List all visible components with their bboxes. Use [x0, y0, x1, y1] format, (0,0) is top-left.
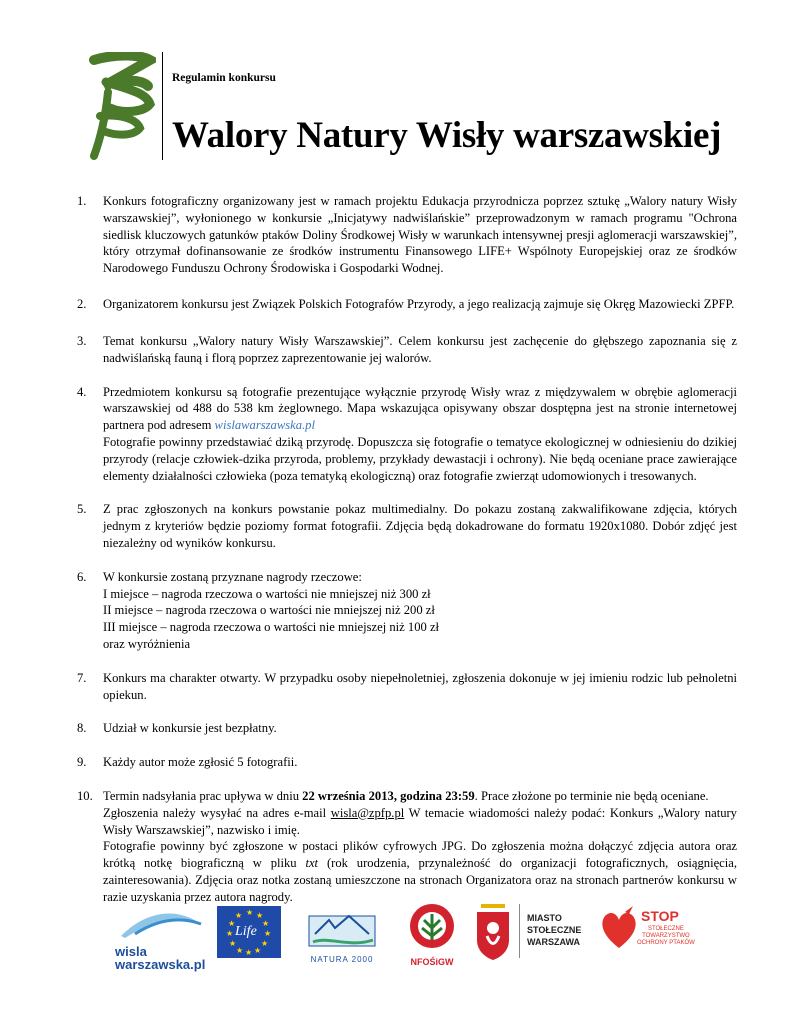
eu-life-logo — [217, 906, 281, 958]
document-subtitle: Regulamin konkursu — [172, 72, 276, 84]
warsaw-coat-icon — [471, 902, 515, 962]
rule-number: 5. — [77, 502, 87, 517]
svg-text:★: ★ — [261, 939, 269, 948]
prize-line: oraz wyróżnienia — [103, 636, 191, 651]
miasto-line: MIASTO — [527, 913, 562, 923]
svg-text:★: ★ — [246, 908, 254, 917]
svg-text:★: ★ — [262, 919, 270, 928]
rule-text: Temat konkursu „Walory natury Wisły Warszawskiej”. Celem konkursu jest zachęcenie do głębszego zapoznania się z nadwiślańską fauną i florą poprzez zaprezentowanie jej walorów. — [103, 333, 737, 365]
svg-text:★: ★ — [228, 919, 236, 928]
warszawa-logo — [471, 902, 587, 966]
prize-line: II miejsce – nagroda rzeczowa o wartości nie mniejszej niż 200 zł — [103, 603, 435, 618]
partner-link[interactable]: wislawarszawska.pl — [214, 418, 315, 433]
rule-number: 3. — [77, 333, 87, 348]
life-text: Life — [235, 924, 257, 939]
prize-line: III miejsce – nagroda rzeczowa o wartości nie mniejszej niż 100 zł — [103, 620, 440, 635]
stop-text: STOP — [641, 908, 679, 924]
rule-9 — [77, 754, 737, 771]
rule-number: 2. — [77, 296, 87, 311]
rule-text-cont: Fotografie powinny przedstawiać dziką przyrodę. Dopuszcza się fotografie o tematyce ekologicznej w odniesieniu do dzikiej przyrody (relacje człowiek-dzika przyroda, problemy, przykłady dewastacji i ochrony). Nie będą oceniane prace zawierające elementy działalności człowieka (poza tematyką ekologiczną) oraz fotografie zwierząt udomowionych i tresowanych. — [103, 434, 737, 483]
svg-text:★: ★ — [229, 939, 237, 948]
wave-icon — [115, 906, 207, 940]
rule-text: Konkurs ma charakter otwarty. W przypadku osoby niepełnoletniej, zgłoszenia dokonuje w jej imieniu rodzic lub pełnoletni opiekun. — [103, 670, 737, 702]
natura-text: NATURA 2000 — [310, 955, 374, 964]
rule-text: (rok urodzenia, przynależność do organizacji fotograficznych, osiągnięcia, zainteresowania). Zdjęcia oraz notka zostaną umieszczone na stronach Organizatora oraz na stronach partnerów konkursu w razie uzyskania przez autora nagrody. — [103, 856, 737, 904]
rule-number: 7. — [77, 670, 87, 685]
rule-10 — [77, 788, 737, 906]
rule-1 — [77, 193, 737, 277]
document-title: Walory Natury Wisły warszawskiej — [172, 115, 722, 156]
rule-text: Konkurs fotograficzny organizowany jest w ramach projektu Edukacja przyrodnicza poprzez sztukę „Walory natury Wisły warszawskiej”, wyłonionego w konkursie „Inicjatywy nadwiślańskie” przeprowadzonym w ramach programu "Ochrona siedlisk kluczowych gatunków ptaków Doliny Środkowej Wisły w warunkach intensywnej presji aglomeracji warszawskiej”, który otrzymał dofinansowanie ze środków instrumentu Finansowego LIFE+ Wspólnoty Europejskiej oraz ze środków Narodowego Funduszu Ochrony Środowiska i Gospodarki Wodnej. — [103, 194, 737, 276]
svg-text:★: ★ — [256, 911, 264, 920]
warszawa-line: WARSZAWA — [527, 937, 580, 947]
stoleczne-line: STOŁECZNE — [527, 925, 582, 935]
rule-text: W temacie wiadomości należy podać: Konkurs „Walory natury Wisły Warszawskiej”, nazwisko i imię. — [103, 805, 737, 837]
rule-text: Każdy autor może zgłosić 5 fotografii. — [103, 755, 298, 770]
rule-text: Przedmiotem konkursu są fotografie prezentujące wyłącznie przyrodę Wisły wraz z międzywalem w obrębie aglomeracji warszawskiej od 488 do 538 km żeglownego. Mapa wskazująca opisywany obszar dosptępna jest na stronie internetowej partnera pod adresem — [103, 384, 737, 433]
rule-text: Udział w konkursie jest bezpłatny. — [103, 721, 277, 736]
rule-text: Z prac zgłoszonych na konkurs powstanie pokaz multimedialny. Do pokazu zostaną zakwalifikowane zdjęcia, których jednym z kryteriów będzie poziomy format fotografii. Zdjęcia będą dokadrowane do formatu 1920x1080. Dobór zdjęć jest niezależny od wyników konkursu. — [103, 502, 737, 550]
prize-line: W konkursie zostaną przyznane nagrody rzeczowe: — [103, 569, 362, 584]
rule-4 — [77, 384, 737, 485]
rule-number: 1. — [77, 194, 87, 208]
header-divider — [162, 52, 163, 160]
email-link[interactable]: wisla@zpfp.pl — [330, 805, 405, 820]
warszawska-text: warszawska.pl — [115, 957, 206, 972]
nfosigw-emblem-icon — [405, 902, 459, 952]
stop-subtext — [637, 926, 695, 947]
rule-text: Organizatorem konkursu jest Związek Polskich Fotografów Przyrody, a jego realizacją zajmuje się Okręg Mazowiecki ZPFP. — [103, 296, 735, 311]
rule-number: 9. — [77, 755, 87, 770]
rule-number: 6. — [77, 569, 87, 584]
rule-text: Zgłoszenia należy wysyłać na adres e-mail — [103, 805, 331, 820]
svg-text:★: ★ — [254, 946, 262, 955]
nfosigw-logo — [405, 902, 459, 966]
svg-text:★: ★ — [264, 929, 272, 938]
rule-3 — [77, 333, 737, 367]
rule-text: . Prace złożone po terminie nie będą oceniane. — [474, 788, 709, 803]
rule-2 — [77, 294, 737, 315]
rule-5 — [77, 501, 737, 551]
rule-number: 8. — [77, 721, 87, 736]
nfosigw-text: NFOŚiGW — [410, 957, 454, 967]
svg-text:★: ★ — [245, 948, 253, 957]
rule-8 — [77, 720, 737, 737]
rule-number: 4. — [77, 384, 87, 399]
wisla-text: wisla — [115, 944, 147, 959]
stop-line-3: OCHRONY PTAKÓW — [637, 940, 695, 946]
file-extension: txt — [305, 856, 319, 871]
svg-text:★: ★ — [235, 911, 243, 920]
heart-bird-icon — [599, 906, 639, 952]
warszawa-text — [527, 912, 581, 948]
warszawa-divider — [519, 904, 520, 958]
zpfp-logo — [84, 52, 156, 162]
stop-line-1: STOŁECZNE — [647, 926, 684, 932]
svg-text:★: ★ — [226, 929, 234, 938]
partner-logos — [115, 898, 715, 972]
rule-number: 10. — [77, 788, 93, 803]
rule-text: Fotografie powinny być zgłoszone w postaci plików cyfrowych JPG. Do zgłoszenia można dołączyć zdjęcia autora oraz krótką notkę biograficzną w pliku — [103, 839, 737, 871]
stop-logo — [599, 906, 699, 966]
rule-7 — [77, 670, 737, 704]
natura-2000-logo — [305, 906, 379, 962]
deadline: 22 września 2013, godzina 23:59 — [302, 788, 475, 803]
prize-line: I miejsce – nagroda rzeczowa o wartości nie mniejszej niż 300 zł — [103, 586, 431, 601]
rule-text: Termin nadsyłania prac upływa w dniu — [103, 788, 303, 803]
svg-text:★: ★ — [236, 946, 244, 955]
rules-body — [77, 193, 737, 906]
wisla-warszawska-logo — [115, 906, 207, 972]
rule-6 — [77, 569, 737, 653]
stop-line-2: TOWARZYSTWO — [642, 933, 690, 939]
bird-icon — [305, 906, 379, 950]
